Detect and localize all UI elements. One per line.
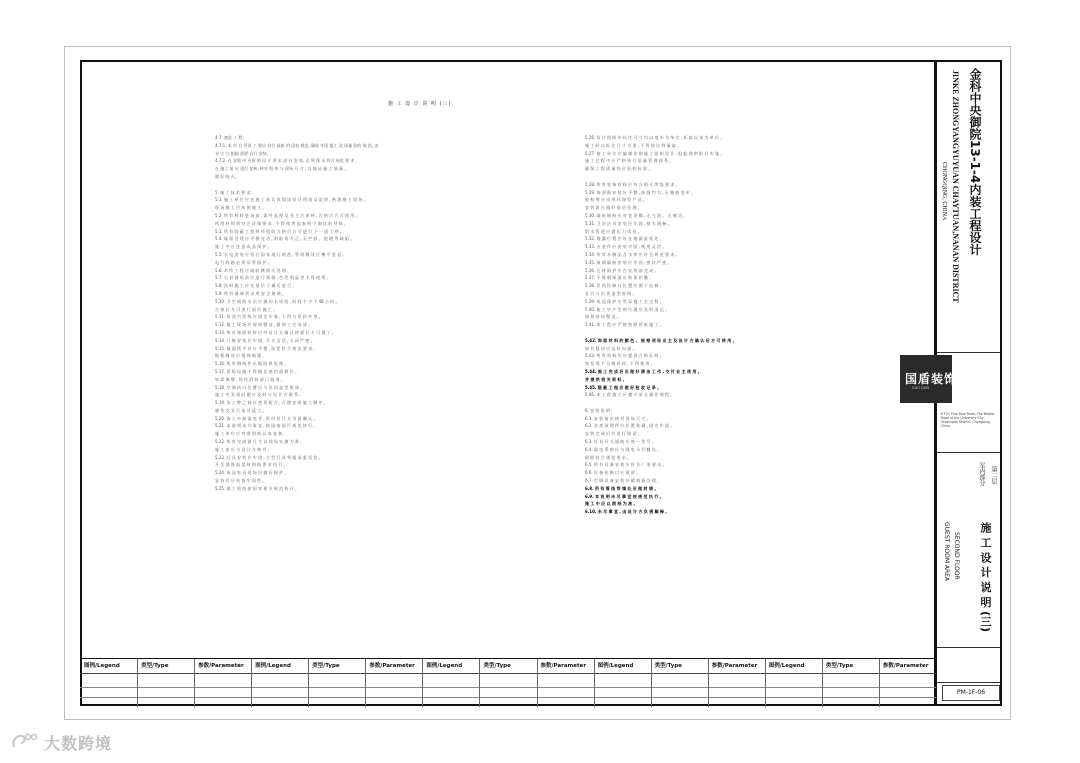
- note-line: 5.29. 饰 面 板 安 装 应 平 整 , 接 缝 均 匀 , 无 翘 曲 变 形 。: [585, 189, 696, 195]
- legend-header-cell: 参数/Parameter: [882, 663, 929, 669]
- legend-column-divider: [765, 659, 766, 707]
- note-line: 6. 安 装 说 明 :: [585, 407, 613, 413]
- note-line: 5.23. 灯 具 安 装 应 牢 固 , 大 型 灯 具 须 做 承 重 试 验 。: [215, 454, 323, 460]
- note-line: 5.7. 石 材 铺 贴 前 应 进 行 预 排 , 色 差 明 显 者 不 得 使 用 。: [215, 275, 331, 281]
- note-line: [585, 173, 885, 181]
- note-line: 做 好 防 火。: [215, 173, 239, 179]
- note-line: 5.2. 所 有 材 料 进 场 前 , 需 经 监 理 及 业 主 方 审 核 , 合 格 后 方 可 使 用 。: [215, 212, 360, 218]
- note-line: 5.31. 卫 浴 洁 具 安 装 应 牢 固 , 排 水 通 畅 。: [585, 220, 672, 226]
- note-line: 5.46. 本 工 程 施 工 应 遵 守 安 全 操 作 规 程 。: [585, 392, 675, 398]
- legend-column-divider: [651, 659, 652, 707]
- note-line: 5.6. 木 作 工 程 应 做 防 腐 防 火 处 理 。: [215, 267, 292, 273]
- note-line: 如 发 现 不 合 格 材 料 , 不 得 使 用 。: [585, 361, 655, 367]
- legend-header-cell: 类型/Type: [312, 663, 340, 669]
- note-line: 5.14. 门 窗 安 装 应 牢 固 , 开 关 灵 活 , 关 闭 严 密 。: [215, 337, 315, 343]
- note-line: 5.15. 地 面 找 平 层 应 平 整 , 误 差 符 合 规 范 要 求 。: [215, 345, 318, 351]
- note-line: 施 工 前 应 与 设 计 方 核 对 。: [215, 446, 272, 452]
- legend-column-divider: [479, 659, 480, 707]
- note-line: 5.45. 隐 蔽 工 程 应 做 好 验 收 记 录 。: [585, 384, 662, 390]
- note-line: 5.43. 所 有 材 料 均 应 提 供 合 格 证 明 。: [585, 353, 664, 359]
- note-line: 间 距 符 合 规 范 要 求 。: [585, 454, 632, 460]
- note-line: 5.27. 施 工 单 位 应 编 制 详 细 施 工 组 织 设 计 , 报 监 理 审 批 后 实 施 。: [585, 150, 725, 156]
- watermark: [10, 730, 112, 754]
- note-line: 5.40. 施 工 中 产 生 的 垃 圾 应 及 时 清 运 。: [585, 306, 669, 312]
- note-line: 5.11. 吊 顶 内 管 线 应 固 定 牢 靠 , 不 得 与 吊 杆 共 用 。: [215, 314, 323, 320]
- legend-header-cell: 类型/Type: [483, 663, 511, 669]
- note-line: 6.1. 安 装 前 应 核 对 现 场 尺 寸 。: [585, 415, 651, 421]
- legend-header-cell: 类型/Type: [825, 663, 854, 669]
- legend-column-divider: [594, 659, 595, 707]
- note-line: 6.3. 灯 具 开 关 插 座 应 统 一 型 号 。: [585, 439, 656, 445]
- note-line: 业 主 方 根据 需要 自行 安装。: [215, 150, 271, 156]
- note-line: 施 工 单 位 应 对 照 图 纸 认 真 复 核 。: [215, 431, 288, 437]
- drawing-title: 施 工 设 计 说 明 (三): [979, 522, 992, 633]
- note-line: 5.32. 地 漏 位 置 应 设 在 地 面 最 低 处 。: [585, 236, 664, 242]
- project-title-cn: 金科中央御院13-1-4内装工程设计: [968, 68, 982, 256]
- note-line: 5.44. 施 工 完 成 后 应 做 好 清 洁 工 作 , 交 付 业 主 使 用 。: [585, 368, 702, 374]
- legend-table: [80, 658, 936, 707]
- note-line: 6.6. 设 备 检 修 口 应 预 留 。: [585, 470, 641, 476]
- note-line: 如 需 调 整 , 须 经 消 防 部 门 批 准 。: [215, 376, 285, 382]
- note-line: 6.4. 弱 电 系 统 应 与 强 电 分 开 敷 设 。: [585, 446, 662, 452]
- legend-header-cell: 类型/Type: [141, 663, 169, 669]
- note-line: 5.28. 所 有 装 饰 材 料 应 符 合 防 火 等 级 要 求 。: [585, 181, 680, 187]
- legend-row-line: [80, 697, 936, 698]
- company-address: 6 F/3, Pine Blue Road, The Middle Road of the University City, Shapingba District, Chongqing, China: [941, 412, 995, 428]
- document-title: 施 工 设 计 说 明 (三): [388, 101, 452, 107]
- note-line: [215, 181, 515, 189]
- note-line: 5.26. 设 计 图 纸 中 标 注 尺 寸 均 以 毫 米 为 单 位 , 标 高 以 米 为 单 位 。: [585, 135, 725, 140]
- legend-column-divider: [708, 659, 709, 707]
- note-line: 安 装 前 应 做 好 基 层 处 理 。: [585, 205, 642, 211]
- legend-row-line: [80, 687, 936, 688]
- note-line: 施 工 中 发 现 问 题 应 及 时 与 设 计 方 联 系 。: [215, 392, 304, 398]
- legend-column-divider: [822, 659, 823, 707]
- note-line: 施 工 时 以 标 注 尺 寸 为 准 , 不 得 按 比 例 量 取 。: [585, 142, 682, 148]
- note-line: 合 格 后 方 可 进 行 面 层 施 工 。: [215, 306, 277, 312]
- legend-header-cell: 参数/Parameter: [711, 663, 758, 669]
- note-line: 并 提 供 相 关 资 料 。: [585, 376, 627, 382]
- note-line: 6.2. 各 类 预 埋 件 应 位 置 准 确 , 固 定 牢 固 。: [585, 423, 675, 429]
- note-line: 5.42. 饰 面 材 料 的 颜 色 、 规 格 须 经 业 主 及 设 计 方 确 认 后 方 可 使 用 。: [585, 337, 737, 343]
- note-line: 5.34. 所 有 木 制 品 含 水 率 应 符 合 规 范 要 求 。: [585, 251, 680, 257]
- note-line: 5.39. 成 品 保 护 应 贯 穿 施 工 全 过 程 。: [585, 298, 664, 304]
- note-line: 5.38. 吊 顶 检 修 口 位 置 应 便 于 检 修 。: [585, 283, 664, 289]
- sheet-number: PM-1F-06: [942, 685, 1000, 701]
- note-line: 胶 粘 剂 应 采 用 环 保 型 产 品 。: [585, 197, 647, 203]
- note-line: 5.35. 玻 璃 隔 断 安 装 应 牢 固 , 密 封 严 密 。: [585, 259, 672, 265]
- note-line: 5.37. 不 锈 钢 饰 面 应 贴 保 护 膜 。: [585, 275, 654, 281]
- note-line: 5.9. 所 有 玻 璃 须 采 用 安 全 玻 璃 。: [215, 290, 286, 296]
- legend-header-cell: 参数/Parameter: [540, 663, 587, 669]
- legend-header-cell: 图例/Legend: [255, 663, 291, 669]
- legend-header-cell: 参数/Parameter: [369, 663, 415, 669]
- note-line: 6.8. 所 有 管 线 穿 墙 处 应 做 封 堵 。: [585, 485, 659, 491]
- note-line: 电 气 线 路 必 须 穿 管 保 护 。: [215, 259, 272, 265]
- note-line: 施 工 中 应 注 意 成 品 保 护 。: [215, 244, 272, 250]
- note-line: 5.21. 本 说 明 未 尽 事 宜 , 按 国 家 现 行 规 范 执 行 。: [215, 423, 318, 429]
- note-line: 5.41. 本 工 程 应 严 格 按 照 图 纸 施 工 。: [585, 322, 664, 328]
- legend-header-cell: 图例/Legend: [84, 663, 120, 669]
- notes-right-column: [585, 134, 885, 516]
- note-line: [585, 329, 885, 337]
- company-name: 国盾装饰: [905, 372, 958, 386]
- legend-column-divider: [251, 659, 252, 707]
- watermark-text: 大数跨境: [44, 733, 113, 753]
- note-line: 5. 施 工 技 术 要 求:: [215, 189, 252, 195]
- legend-column-divider: [879, 659, 880, 707]
- note-line: 如 有 疑 问 应 及 时 沟 通 。: [585, 345, 637, 351]
- note-line: 5.22. 所 有 完 成 面 尺 寸 以 现 场 实 测 为 准 。: [215, 439, 305, 445]
- note-line: 6.10. 未 尽 事 宜 , 由 设 计 方 负 责 解 释 。: [585, 509, 670, 515]
- note-line: 保 持 现 场 整 洁 。: [585, 314, 621, 320]
- note-line: 5.19. 各 工 种 之 间 应 密 切 配 合 , 合 理 安 排 施 工 顺 序 。: [215, 400, 328, 406]
- note-line: 5.30. 墙 纸 铺 贴 应 对 花 准 确 , 无 气 泡 、 无 翘 边 。: [585, 212, 688, 218]
- note-line: 5.16. 所 有 钢 构 件 应 做 防 锈 处 理 。: [215, 361, 289, 367]
- note-line: 5.3. 所 有 隐 蔽 工 程 须 经 验 收 合 格 后 方 可 进 行 下 一 道 工 序 。: [215, 228, 344, 234]
- note-line: 安 装 后 应 检 查 牢 固 性 。: [215, 478, 267, 484]
- legend-column-divider: [137, 659, 138, 707]
- legend-header-cell: 图例/Legend: [426, 663, 463, 669]
- note-line: 4.7. 塞洗 工 程:: [215, 135, 244, 140]
- legend-header-cell: 图例/Legend: [768, 663, 805, 669]
- legend-header-cell: 图例/Legend: [597, 663, 634, 669]
- note-line: 5.24. 成 品 家 具 进 场 应 做 好 保 护 。: [215, 470, 289, 476]
- watermark-logo-icon: [10, 731, 40, 753]
- legend-column-divider: [365, 659, 366, 707]
- note-line: 地 板 铺 设 应 留 伸 缩 缝 。: [215, 353, 267, 359]
- note-line: 避 免 交 叉 污 染 及 返 工 。: [215, 407, 267, 413]
- legend-column-divider: [194, 659, 195, 707]
- note-line: 5.4. 墙 面 处 理 应 平 整 光 洁 , 阴 阳 角 方 正 , 无 空 鼓 、 裂 缝 等 缺 陷 。: [215, 236, 355, 242]
- note-line: 6.5. 所 有 设 备 安 装 应 符 合 厂 家 要 求 。: [585, 462, 667, 468]
- legend-header-cell: 参数/Parameter: [198, 663, 244, 669]
- note-line: 施 工 过 程 中 应 严 格 执 行 质 量 管 理 体 系 。: [585, 158, 674, 164]
- note-line: 4.7.1. 本 项 目 吊顶 工 程应 符合 最新 的 国家 规范, 确保 牢固 施工 及 质量 验收 规 范, 由: [215, 142, 379, 148]
- note-line: 安 装 完 成 后 应 进 行 调 试 。: [585, 431, 642, 437]
- note-line: 所 用 材 料 须 符 合 环 保 要 求 , 不 得 使 用 国 家 明 令 淘 汰 的 材 料 。: [215, 220, 349, 226]
- city-en: CHONGQING, CHINA: [941, 162, 947, 221]
- note-line: 5.33. 五 金 件 应 安 装 牢 固 , 使 用 灵 活 。: [585, 244, 667, 250]
- note-line: 在 施工 前 应 进行 复核, 核对 图 纸 与 现场 尺 寸 , 以 保 证 施 工 质 量 。: [215, 166, 349, 172]
- floor-en: SECOND FLOOR: [953, 532, 960, 580]
- project-title-en: JINKE ZHONGYANGYUYUAN CHAYTUAN,NANAN DISTRICT: [951, 70, 960, 303]
- note-line: 4.7.2. 在 安装 中 应按 照 设 计 要 求 进 行 安 装, 必 须 保 证 符合 规范 要 求 。: [215, 158, 360, 164]
- legend-header-row: [80, 659, 936, 674]
- note-line: 5.25. 竣 工 验 收 按 国 家 相 关 规 范 执 行 。: [215, 485, 299, 491]
- company-logo: [900, 355, 958, 403]
- company-name-en: GUO DUN: [912, 386, 930, 390]
- note-line: 5.1. 施 工 单 位 应 在 施 工 前 认 真 阅 读 设 计 图 纸 及 说 明 , 熟 悉 施 工 现 场 。: [215, 197, 368, 203]
- note-line: 6.7. 空 调 设 备 安 装 应 做 减 振 处 理 。: [585, 478, 662, 484]
- note-line: 5.10. 卫 生 间 防 水 层 应 做 闭 水 试 验 , 时 间 不 少 于 48 小 时 。: [215, 298, 340, 304]
- notes-left-column: [215, 134, 515, 493]
- note-line: 5.8. 涂 料 施 工 应 在 基 层 干 燥 后 进 行 。: [215, 283, 297, 289]
- note-line: 5.5. 水 电 安 装 应 符 合 国 家 现 行 规 范 , 管 线 敷 设 应 横 平 竖 直 。: [215, 251, 347, 257]
- note-line: 施 工 中 应 以 图 纸 为 准 。: [585, 501, 638, 507]
- note-line: 5.20. 施 工 中 如 需 变 更 , 须 经 设 计 方 书 面 确 认 。: [215, 415, 318, 421]
- note-line: 5.18. 空 调 风 口 位 置 应 与 吊 顶 造 型 协 调 。: [215, 384, 305, 390]
- note-line: [585, 399, 885, 407]
- legend-header-cell: 类型/Type: [654, 663, 683, 669]
- floor-cn: 第二层: [990, 466, 997, 484]
- note-line: 给 水 管 道 应 做 压 力 试 验 。: [585, 228, 642, 234]
- note-line: 6.9. 本 说 明 未 尽 事 宜 按 规 范 执 行 。: [585, 493, 664, 499]
- note-line: 5.36. 石 材 防 护 应 在 安 装 前 完 成 。: [585, 267, 659, 273]
- note-line: 现 场 施 工 应 按 图 施 工 。: [215, 205, 267, 211]
- note-line: 5.12. 施 工 现 场 应 保 持 整 洁 , 做 到 工 完 场 清 。: [215, 322, 313, 328]
- note-line: 5.17. 消 防 设 施 不 得 随 意 遮 挡 或 移 位 。: [215, 368, 299, 374]
- area-en: GUEST ROOM AREA: [943, 522, 950, 582]
- legend-column-divider: [308, 659, 309, 707]
- note-line: 5.13. 所 有 饰 面 材 料 应 经 设 计 方 确 认 样 板 后 方 可 施 工 。: [215, 329, 336, 335]
- note-line: 确 保 工 程 质 量 符 合 验 收 标 准 。: [585, 166, 653, 172]
- note-line: 且 应 与 吊 顶 造 型 协 调 。: [585, 290, 637, 296]
- legend-column-divider: [537, 659, 538, 707]
- note-line: 开 关 插 座 高 度 按 图 纸 要 求 执 行 。: [215, 462, 288, 468]
- area-cn: 室内部分: [978, 462, 985, 486]
- legend-column-divider: [422, 659, 423, 707]
